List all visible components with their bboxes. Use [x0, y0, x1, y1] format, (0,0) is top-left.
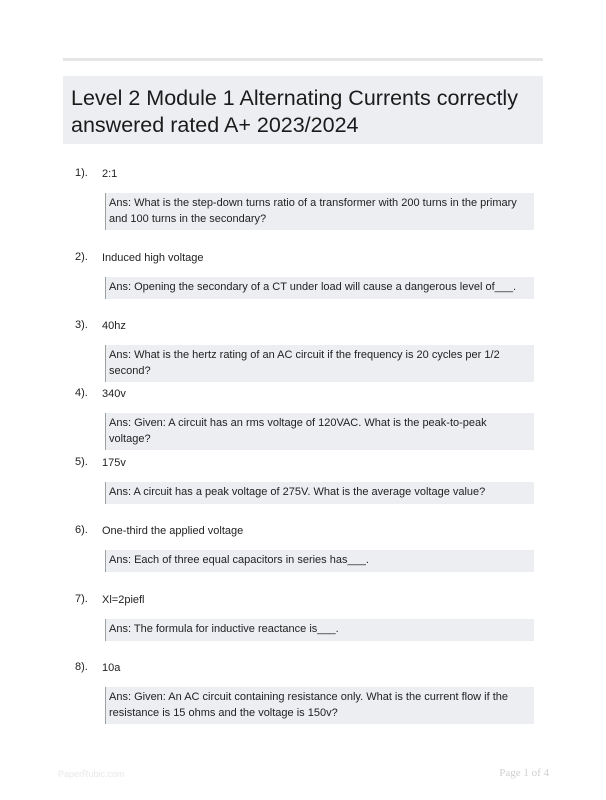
title-banner	[63, 76, 543, 144]
question-answer: 175v	[102, 457, 126, 469]
answer-box: Ans: What is the step-down turns ratio of a transformer with 200 turns in the primary and 100 turns in the secondary?	[105, 193, 534, 230]
answer-box: Ans: Given: A circuit has an rms voltage of 120VAC. What is the peak-to-peak voltage?	[105, 413, 534, 450]
question-number: 7).	[75, 593, 88, 605]
question-number: 8).	[75, 661, 88, 673]
question-number: 3).	[75, 319, 88, 331]
question-number: 1).	[75, 167, 88, 179]
answer-box: Ans: Given: An AC circuit containing resistance only. What is the current flow if the resistance is 15 ohms and the voltage is 150v?	[105, 687, 534, 724]
question-answer: 2:1	[102, 168, 118, 180]
question-number: 5).	[75, 456, 88, 468]
page-number: Page 1 of 4	[499, 767, 549, 779]
question-number: 4).	[75, 387, 88, 399]
answer-box: Ans: Each of three equal capacitors in series has___.	[105, 550, 534, 572]
top-divider	[63, 58, 543, 61]
answer-box: Ans: A circuit has a peak voltage of 275V. What is the average voltage value?	[105, 482, 534, 504]
question-answer: 10a	[102, 662, 121, 674]
question-answer: Xl=2piefl	[102, 594, 145, 606]
question-answer: Induced high voltage	[102, 252, 204, 264]
footer-watermark: PaperRubic.com	[58, 769, 125, 779]
question-number: 2).	[75, 251, 88, 263]
question-answer: One-third the applied voltage	[102, 525, 244, 537]
question-answer: 340v	[102, 388, 126, 400]
answer-box: Ans: What is the hertz rating of an AC circuit if the frequency is 20 cycles per 1/2 second?	[105, 345, 534, 382]
document-title: Level 2 Module 1 Alternating Currents correctly answered rated A+ 2023/2024	[71, 86, 518, 137]
answer-box: Ans: The formula for inductive reactance is___.	[105, 619, 534, 641]
question-answer: 40hz	[102, 320, 126, 332]
answer-box: Ans: Opening the secondary of a CT under load will cause a dangerous level of___.	[105, 277, 534, 299]
question-number: 6).	[75, 524, 88, 536]
